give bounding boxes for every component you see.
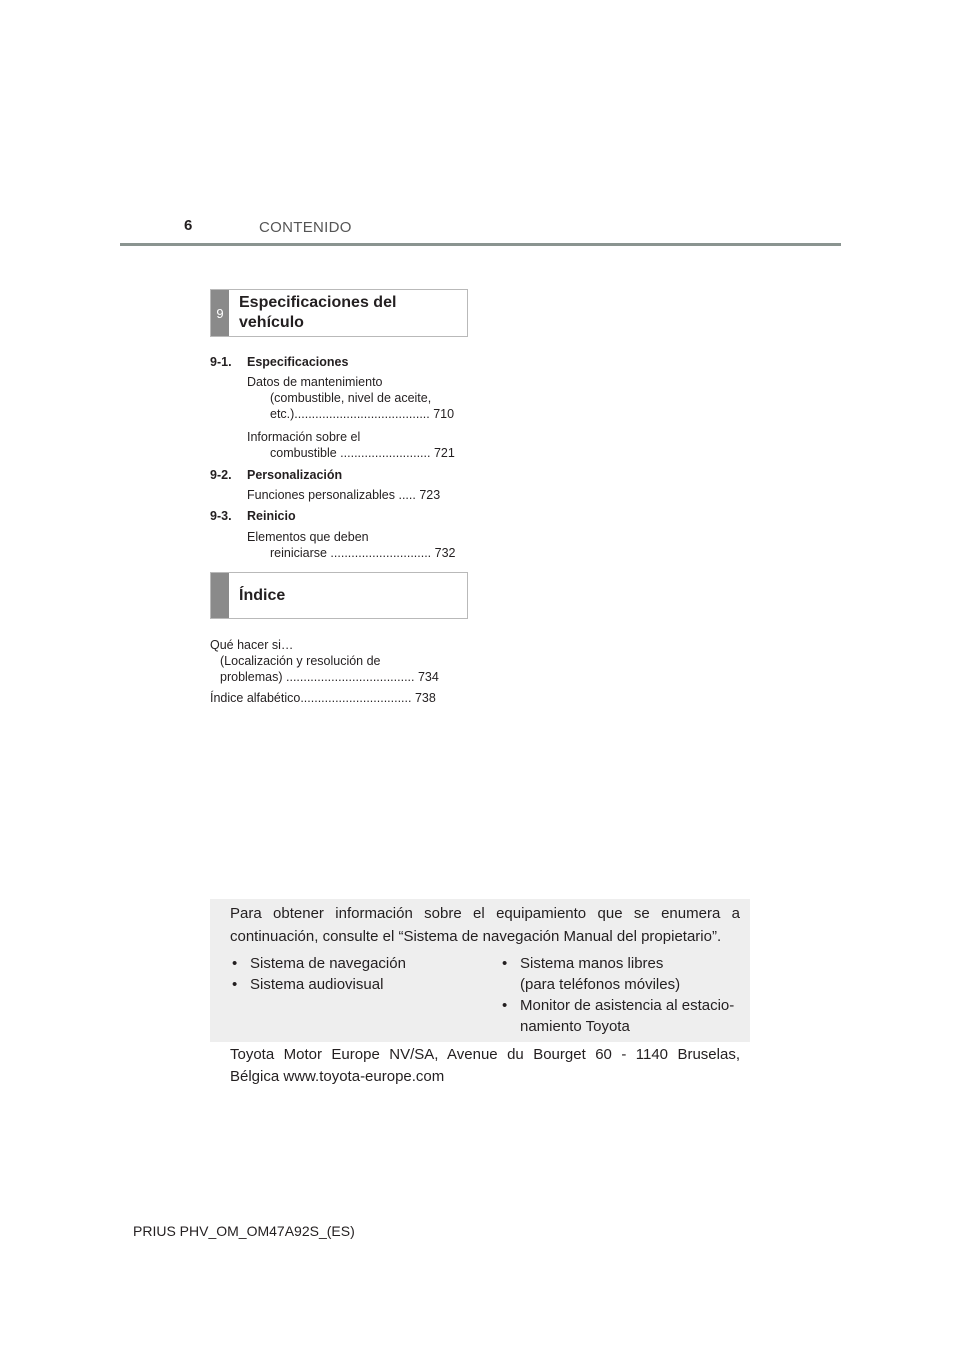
- toc-heading-9-2[interactable]: [210, 467, 342, 483]
- bullet-list-right: [502, 953, 747, 1037]
- section-tab: [211, 573, 229, 618]
- toc-entry-line: Índice alfabético................................ 738: [210, 691, 436, 705]
- section-title: Especificaciones del vehículo: [239, 294, 397, 331]
- info-paragraph-line: continuación, consulte el “Sistema de navegación Manual del propietario”.: [230, 928, 722, 945]
- list-item: [232, 974, 472, 995]
- list-item-text: namiento Toyota: [520, 1018, 630, 1035]
- section-number-tab: 9: [211, 290, 229, 336]
- list-item-text: Monitor de asistencia al estacio-: [520, 997, 735, 1014]
- toc-heading-number: 9-2.: [210, 468, 232, 482]
- address-line: Toyota Motor Europe NV/SA, Avenue du Bourget 60 - 1140 Bruselas,: [230, 1046, 740, 1063]
- toc-entry-line: reiniciarse ............................. 732: [270, 546, 456, 560]
- toc-entry-line: combustible .......................... 721: [270, 446, 455, 460]
- toc-entry-funciones-personalizables[interactable]: [247, 487, 457, 503]
- section-title: Índice: [239, 586, 286, 604]
- toc-entry-line: (Localización y resolución de: [220, 654, 381, 668]
- page-number: 6: [184, 217, 193, 234]
- toc-entry-line: Información sobre el: [247, 430, 361, 444]
- list-item: [232, 953, 472, 974]
- address: [230, 1044, 740, 1088]
- toc-entry-line: Elementos que deben: [247, 530, 369, 544]
- list-item: [502, 953, 747, 995]
- toc-heading-title: Personalización: [247, 468, 343, 482]
- toc-entry-informacion-combustible[interactable]: [247, 429, 457, 461]
- info-paragraph: [230, 902, 740, 948]
- toc-heading-9-3[interactable]: [210, 508, 296, 524]
- list-item-text: (para teléfonos móviles): [520, 976, 681, 993]
- toc-entry-line: etc.)....................................... 710: [270, 407, 455, 421]
- list-item-text: Sistema audiovisual: [250, 976, 384, 993]
- toc-heading-number: 9-3.: [210, 509, 232, 523]
- bullet-icon: •: [232, 976, 238, 993]
- toc-heading-title: Reinicio: [247, 509, 296, 523]
- toc-heading-9-1[interactable]: [210, 354, 348, 370]
- header-rule: [120, 243, 841, 246]
- section-header-indice[interactable]: [210, 572, 468, 619]
- address-line: Bélgica www.toyota-europe.com: [230, 1068, 445, 1085]
- bullet-icon: •: [502, 997, 508, 1014]
- toc-entry-elementos-reiniciarse[interactable]: [247, 529, 457, 561]
- list-item-text: Sistema manos libres: [520, 955, 664, 972]
- toc-entry-line: problemas) ..................................... 734: [220, 670, 439, 684]
- toc-entry-line: Datos de mantenimiento: [247, 375, 383, 389]
- toc-entry-line: (combustible, nivel de aceite,: [270, 391, 432, 405]
- toc-heading-title: Especificaciones: [247, 355, 349, 369]
- footer-doc-code: PRIUS PHV_OM_OM47A92S_(ES): [133, 1223, 355, 1239]
- info-paragraph-line: Para obtener información sobre el equipamiento que se enumera a: [230, 905, 740, 922]
- page-title: CONTENIDO: [259, 219, 352, 236]
- toc-heading-number: 9-1.: [210, 355, 232, 369]
- toc-entry-line: Funciones personalizables ..... 723: [247, 488, 441, 502]
- toc-entry-line: Qué hacer si…: [210, 638, 294, 652]
- list-item-text: Sistema de navegación: [250, 955, 406, 972]
- toc-entry-datos-mantenimiento[interactable]: [247, 374, 457, 422]
- toc-entry-indice-alfabetico[interactable]: [210, 690, 457, 706]
- bullet-icon: •: [502, 955, 508, 972]
- list-item: [502, 995, 747, 1037]
- section-header-especificaciones[interactable]: [210, 289, 468, 337]
- bullet-list-left: [232, 953, 472, 995]
- bullet-icon: •: [232, 955, 238, 972]
- toc-entry-que-hacer-si[interactable]: [210, 637, 457, 685]
